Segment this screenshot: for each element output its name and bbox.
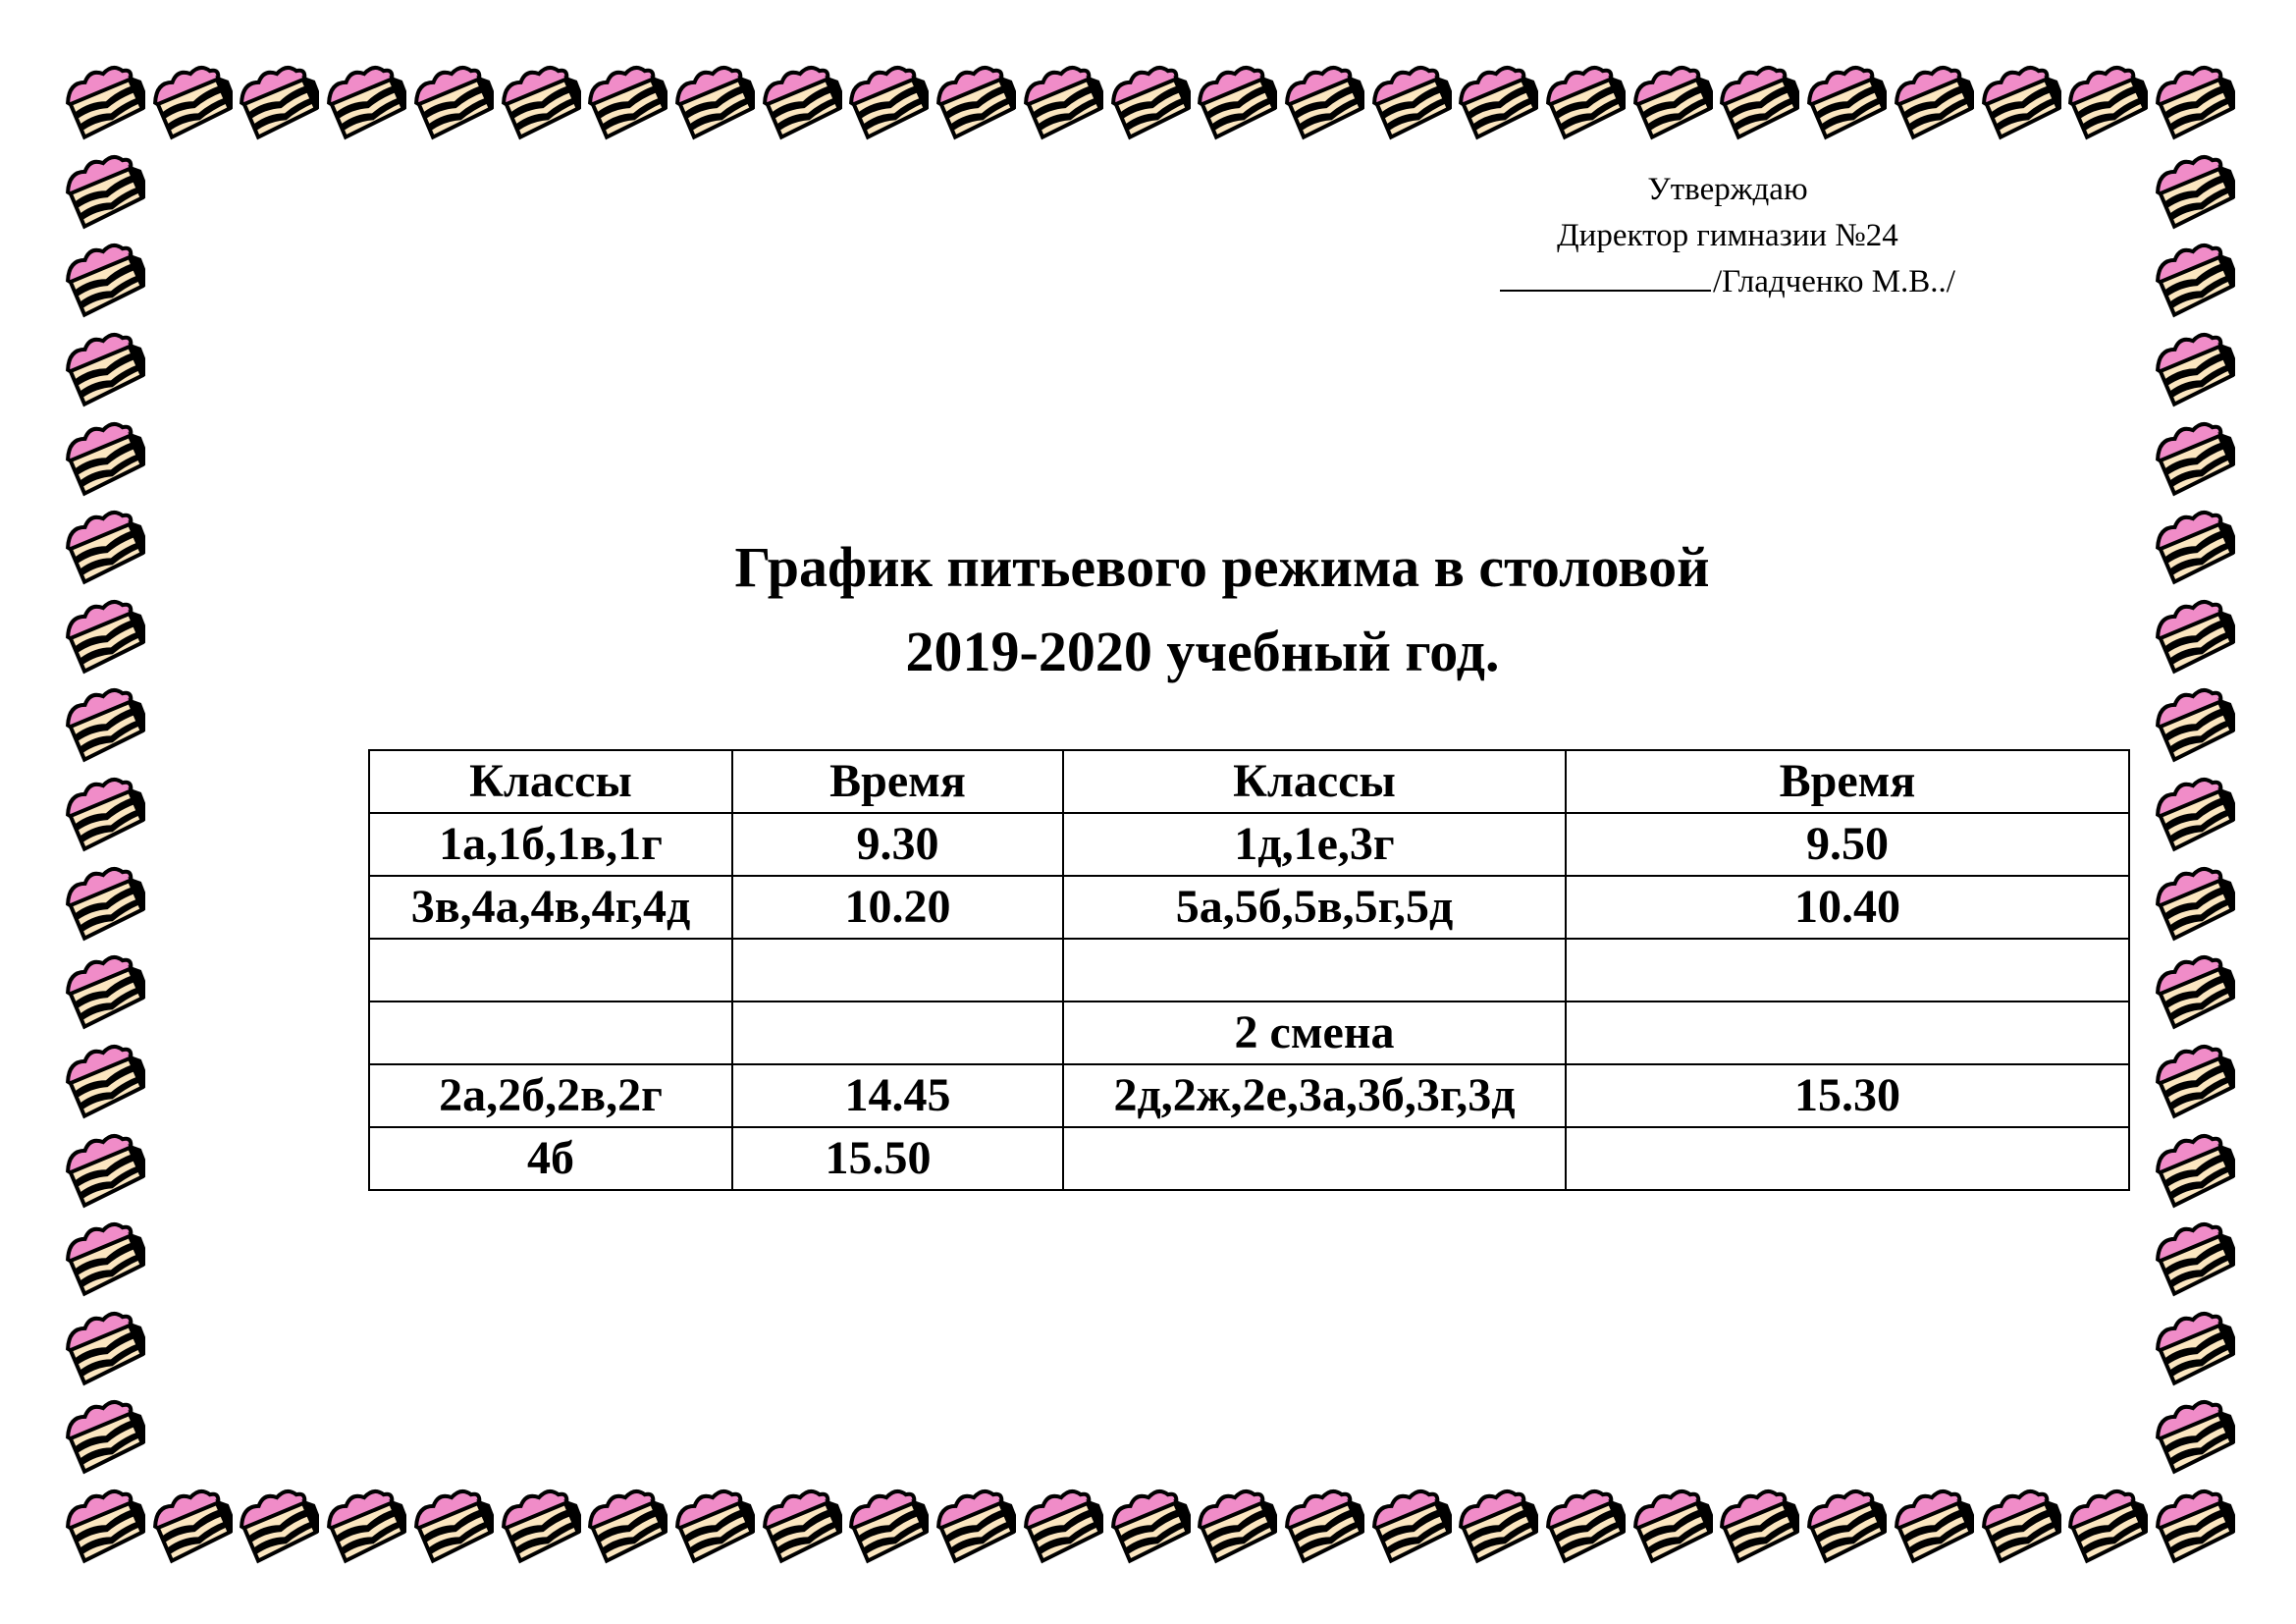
table-cell: 5а,5б,5в,5г,5д (1063, 876, 1566, 939)
table-cell (369, 939, 732, 1001)
table-cell: 10.40 (1566, 876, 2129, 939)
cake-slice-icon (1890, 61, 1974, 143)
cake-slice-icon (1193, 61, 1277, 143)
cake-slice-icon (2151, 950, 2235, 1033)
title-line-1: График питьевого режима в столовой (734, 535, 1710, 599)
cake-slice-icon (497, 61, 581, 143)
table-row (369, 813, 2129, 876)
cake-slice-icon (1280, 1485, 1364, 1567)
cake-slice-icon (670, 61, 755, 143)
table-cell (1566, 1127, 2129, 1190)
cake-slice-icon (2151, 683, 2235, 766)
table-cell (369, 1001, 732, 1064)
cake-slice-icon (583, 1485, 667, 1567)
cake-slice-icon (1890, 1485, 1974, 1567)
table-cell (732, 939, 1063, 1001)
cake-slice-icon (148, 61, 233, 143)
cake-slice-icon (1193, 1485, 1277, 1567)
cake-slice-icon (1629, 1485, 1713, 1567)
table-cell (1566, 939, 2129, 1001)
cake-slice-icon (61, 1218, 145, 1300)
table-header-row (369, 750, 2129, 813)
cake-slice-icon (2151, 61, 2235, 143)
cake-slice-icon (1106, 61, 1191, 143)
cake-slice-icon (2151, 1129, 2235, 1212)
cake-slice-icon (61, 1129, 145, 1212)
cake-slice-icon (1019, 61, 1103, 143)
cake-slice-icon (148, 1485, 233, 1567)
table-cell: 1д,1е,3г (1063, 813, 1566, 876)
cake-slice-icon (1367, 1485, 1452, 1567)
table-cell: 15.50 (732, 1127, 1063, 1190)
table-row (369, 876, 2129, 939)
drinking-schedule-table (368, 749, 2130, 1191)
cake-slice-icon (2063, 61, 2148, 143)
cake-slice-icon (1715, 1485, 1799, 1567)
cake-slice-icon (61, 328, 145, 410)
header-time-1: Время (732, 750, 1063, 813)
cake-slice-icon (1541, 1485, 1626, 1567)
cake-slice-icon (61, 1040, 145, 1122)
cake-slice-icon (497, 1485, 581, 1567)
cake-slice-icon (322, 1485, 406, 1567)
cake-slice-icon (61, 862, 145, 945)
table-cell: 9.30 (732, 813, 1063, 876)
approval-signature-row (1453, 259, 2002, 305)
cake-slice-icon (1106, 1485, 1191, 1567)
cake-slice-icon (61, 683, 145, 766)
table-cell: 1а,1б,1в,1г (369, 813, 732, 876)
table-row (369, 939, 2129, 1001)
cake-slice-icon (409, 61, 494, 143)
cake-slice-icon (61, 773, 145, 855)
table-cell (1063, 939, 1566, 1001)
cake-slice-icon (932, 1485, 1016, 1567)
cake-slice-icon (61, 417, 145, 500)
cake-slice-icon (2151, 773, 2235, 855)
cake-slice-icon (2151, 862, 2235, 945)
table-cell: 3в,4а,4в,4г,4д (369, 876, 732, 939)
cake-slice-icon (235, 61, 319, 143)
cake-slice-icon (61, 150, 145, 233)
cake-slice-icon (2151, 1485, 2235, 1567)
table-cell: 4б (369, 1127, 732, 1190)
cake-slice-icon (1802, 61, 1887, 143)
cake-slice-icon (61, 61, 145, 143)
cake-slice-icon (61, 595, 145, 677)
table-cell (732, 1001, 1063, 1064)
cake-slice-icon (758, 61, 842, 143)
approval-stamp (1453, 167, 2002, 305)
title-line-2: 2019-2020 учебный год. (905, 620, 1500, 683)
cake-slice-icon (2151, 595, 2235, 677)
table-cell: 9.50 (1566, 813, 2129, 876)
cake-slice-icon (583, 61, 667, 143)
cake-slice-icon (61, 950, 145, 1033)
cake-slice-icon (2151, 328, 2235, 410)
cake-slice-icon (1715, 61, 1799, 143)
cake-slice-icon (1454, 1485, 1538, 1567)
cake-slice-icon (1802, 1485, 1887, 1567)
cake-slice-icon (2151, 239, 2235, 321)
document-title (589, 525, 1855, 694)
cake-slice-icon (61, 239, 145, 321)
cake-slice-icon (932, 61, 1016, 143)
cake-slice-icon (61, 1395, 145, 1478)
table-cell: 2д,2ж,2е,3а,3б,3г,3д (1063, 1064, 1566, 1127)
header-time-2: Время (1566, 750, 2129, 813)
table-row (369, 1001, 2129, 1064)
approval-heading: Утверждаю (1647, 172, 1808, 207)
cake-slice-icon (758, 1485, 842, 1567)
cake-slice-icon (670, 1485, 755, 1567)
cake-slice-icon (61, 506, 145, 588)
cake-slice-icon (2151, 1395, 2235, 1478)
cake-slice-icon (1454, 61, 1538, 143)
cake-slice-icon (2151, 150, 2235, 233)
cake-slice-icon (322, 61, 406, 143)
table-cell (1063, 1127, 1566, 1190)
cake-slice-icon (1629, 61, 1713, 143)
cake-slice-icon (844, 61, 929, 143)
cake-slice-icon (1977, 61, 2061, 143)
table-row (369, 1064, 2129, 1127)
cake-slice-icon (1541, 61, 1626, 143)
cake-slice-icon (61, 1307, 145, 1389)
table-cell: 2а,2б,2в,2г (369, 1064, 732, 1127)
cake-slice-icon (2151, 1307, 2235, 1389)
shift-label-cell: 2 смена (1063, 1001, 1566, 1064)
cake-slice-icon (2063, 1485, 2148, 1567)
cake-slice-icon (1019, 1485, 1103, 1567)
approval-position: Директор гимназии №24 (1557, 218, 1898, 253)
table-cell: 10.20 (732, 876, 1063, 939)
cake-slice-icon (2151, 1040, 2235, 1122)
cake-slice-icon (844, 1485, 929, 1567)
header-classes-1: Классы (369, 750, 732, 813)
cake-slice-icon (2151, 506, 2235, 588)
cake-slice-icon (409, 1485, 494, 1567)
cake-slice-icon (2151, 417, 2235, 500)
cake-slice-icon (1367, 61, 1452, 143)
cake-slice-icon (235, 1485, 319, 1567)
table-cell: 15.30 (1566, 1064, 2129, 1127)
header-classes-2: Классы (1063, 750, 1566, 813)
table-cell (1566, 1001, 2129, 1064)
approval-signer-name: /Гладченко М.В../ (1713, 264, 1955, 299)
table-cell: 14.45 (732, 1064, 1063, 1127)
cake-slice-icon (1977, 1485, 2061, 1567)
cake-slice-icon (61, 1485, 145, 1567)
signature-line (1500, 260, 1711, 292)
cake-slice-icon (1280, 61, 1364, 143)
table-row (369, 1127, 2129, 1190)
cake-slice-icon (2151, 1218, 2235, 1300)
